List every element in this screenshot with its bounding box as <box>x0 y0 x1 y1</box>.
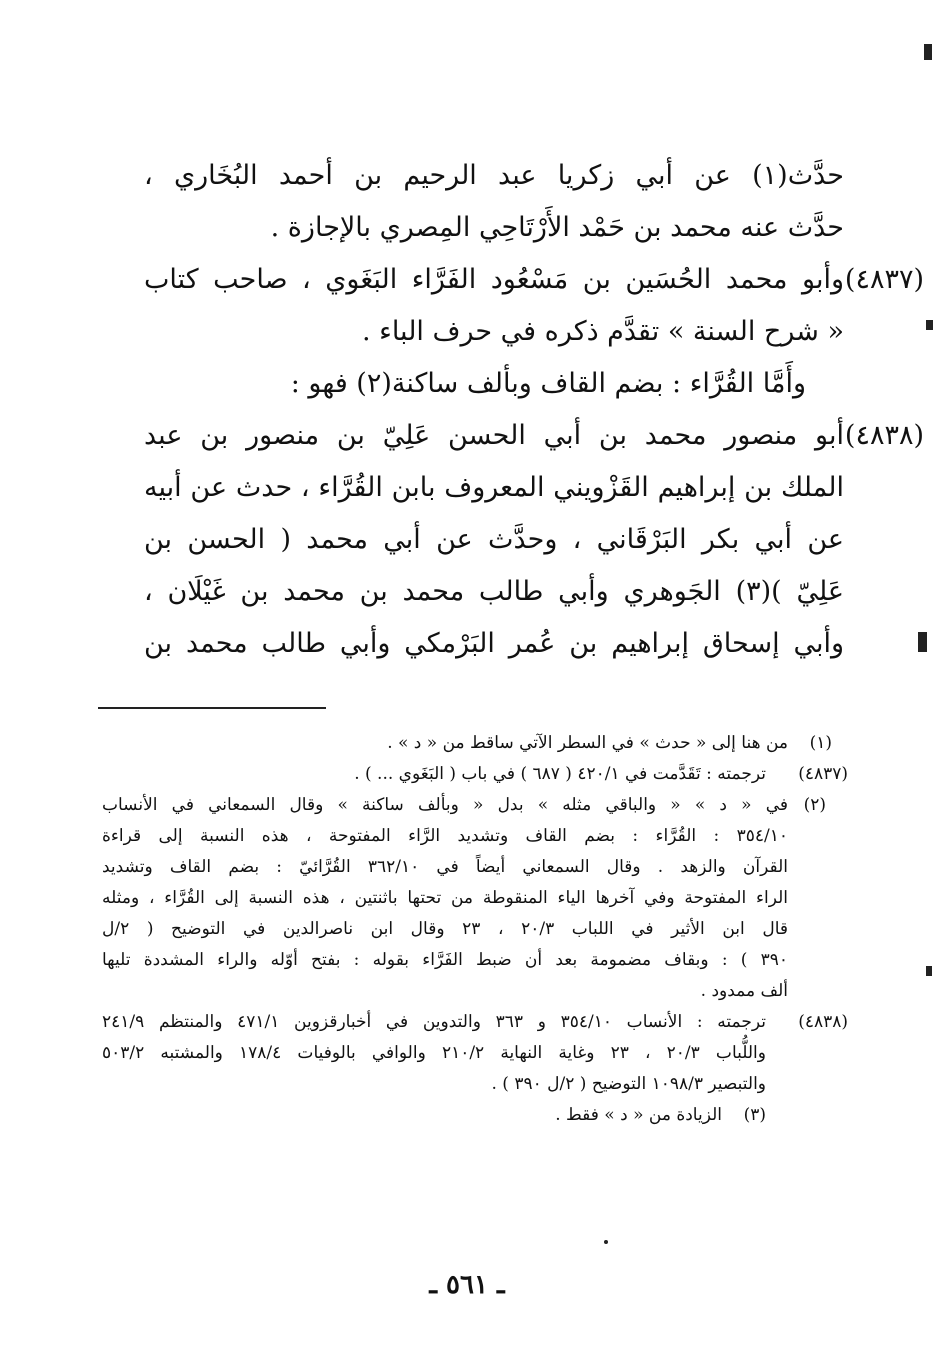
text-line: وأبي إسحاق إبراهيم بن عُمر البَرْمكي وأبي طالب محمد بن <box>144 628 844 659</box>
footnote-text: الراء المفتوحة وفي آخرها الياء المنقوطة من تحتها باثنتين ، هذه النسبة إلى القُرَّاء ، ومثله <box>102 888 788 908</box>
footnote-2 <box>102 790 844 1007</box>
scan-mark <box>926 320 933 330</box>
footnotes-block <box>102 728 848 1131</box>
text-line: وأبو محمد الحُسَين بن مَسْعُود الفَرَّاء البَغَوي ، صاحب كتاب <box>144 264 844 295</box>
footnote-marker: (١) <box>809 733 832 753</box>
footnote-text: واللُّباب ٢٠/٣ ، ٢٣ وغاية النهاية ٢١٠/٢ والوافي بالوفيات ١٧٨/٤ والمشتبه ٥٠٣/٢ <box>102 1043 766 1063</box>
footnote-text: الزيادة من « د » فقط . <box>555 1105 722 1125</box>
footnote-marker: (٤٨٣٧) <box>798 764 848 784</box>
footnote-3 <box>102 1100 844 1131</box>
footnote-text: في « د » « والباقي مثله » بدل « وبألف ساكنة » وقال السمعاني في الأنساب <box>102 795 788 815</box>
scan-mark <box>926 966 932 976</box>
footnote-text: ٣٥٤/١٠ : القُرَّاء : بضم القاف وتشديد الرَّاء المفتوحة ، هذه النسبة إلى قراءة <box>102 826 788 846</box>
footnote-text: القرآن والزهد . وقال السمعاني أيضاً في ٣٦٢/١٠ القُرَّائيّ : بضم القاف وتشديد <box>102 857 789 877</box>
footnote-text: من هنا إلى « حدث » في السطر الآتي ساقط من « د » . <box>387 733 788 753</box>
scan-mark <box>604 1240 608 1244</box>
main-text-block <box>144 150 924 670</box>
footnote-marker: (٣) <box>743 1105 766 1125</box>
text-line: حدَّث(١) عن أبي زكريا عبد الرحيم بن أحمد البُخَاري ، <box>144 160 844 191</box>
footnote-text: ألف ممدود . <box>700 981 788 1001</box>
text-line: حدَّث عنه محمد بن حَمْد الأَرْتَاحِي المِصري بالإجازة . <box>270 212 844 243</box>
text-line: أبو منصور محمد بن أبي الحسن عَلِيّ بن منصور بن عبد <box>144 420 844 451</box>
text-line: « شرح السنة » تقدَّم ذكره في حرف الباء . <box>361 316 844 347</box>
entry-4838 <box>144 410 924 670</box>
entry-4837 <box>144 254 924 358</box>
footnote-text: والتبصير ١٠٩٨/٣ التوضيح ( ٢/ل ٣٩٠ ) . <box>491 1074 766 1094</box>
text-line: وأَمَّا القُرَّاء : بضم القاف وبألف ساكنة(٢) فهو : <box>290 368 806 399</box>
footnote-text: ٣٩٠ ) : وبقاف مضمومة بعد أن ضبط الفَرَّاء بقوله : بفتح أوّله والراء المشددة تليها <box>102 950 788 970</box>
footnote-marker: (٢) <box>803 795 826 815</box>
footnote-text: قال ابن الأثير في اللباب ٢٠/٣ ، ٢٣ وقال ابن ناصرالدين في التوضيح ( ٢/ل <box>102 919 789 939</box>
footnote-1 <box>102 728 844 759</box>
text-line: الملك بن إبراهيم القَزْويني المعروف بابن القُرَّاء ، حدث عن أبيه <box>144 472 844 503</box>
footnote-text: ترجمته : الأنساب ٣٥٤/١٠ و ٣٦٣ والتدوين في أخبارقزوين ٤٧١/١ والمنتظم ٢٤١/٩ <box>102 1012 766 1032</box>
page-number: ـ ٥٦١ ـ <box>429 1270 505 1300</box>
footnote-4838 <box>102 1007 848 1100</box>
footnote-separator <box>98 707 326 709</box>
text-line: عَلِيّ )(٣) الجَوهري وأبي طالب محمد بن محمد بن غَيْلَان ، <box>144 576 844 607</box>
scan-mark <box>924 44 932 60</box>
text-line: عن أبي بكر البَرْقَاني ، وحدَّث عن أبي محمد ( الحسن بن <box>144 524 844 555</box>
footnote-4837 <box>102 759 848 790</box>
footnote-text: ترجمته : تَقَدَّمت في ٤٢٠/١ ( ٦٨٧ ) في باب ( البَغَوي ... ) . <box>354 764 766 784</box>
footnote-marker: (٤٨٣٨) <box>798 1012 848 1032</box>
entry-number: (٤٨٣٧) <box>844 264 924 295</box>
scan-mark <box>918 632 927 652</box>
entry-number: (٤٨٣٨) <box>844 420 924 451</box>
